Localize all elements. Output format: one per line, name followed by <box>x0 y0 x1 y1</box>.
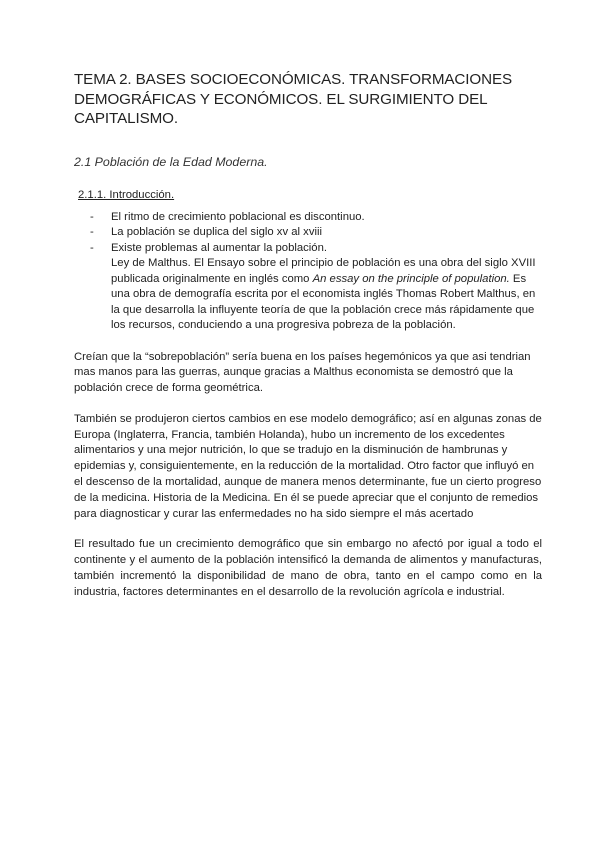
list-item <box>74 225 542 241</box>
subsection-heading: 2.1.1. Introducción. <box>78 188 175 201</box>
malthus-book-title: An essay on the principle of population. <box>312 272 510 285</box>
bullet-marker: - <box>90 241 94 254</box>
paragraph-overpopulation: Creían que la “sobrepoblación” sería buena en los países hegemónicos ya que asi tendrian mas manos para las guerras, aunque gracias a Malthus economista se demostró que la población crece de forma geométrica. <box>74 350 531 395</box>
list-item-text: El ritmo de crecimiento poblacional es discontinuo. <box>111 210 365 223</box>
malthus-text-end: Es una obra de demografía escrita por el economista inglés Thomas Robert Malthus, en la que desarrolla la influyente teoría de que la población crece más rápidamente que los recursos, conduciendo a una progresiva pobreza de la población. <box>111 272 536 331</box>
list-item <box>74 241 542 257</box>
list-item-text: La población se duplica del siglo xv al xviii <box>111 226 322 238</box>
paragraph-demographic-changes: También se produjeron ciertos cambios en ese modelo demográfico; así en algunas zonas de Europa (Inglaterra, Francia, también Holanda), hubo un incremento de los excedentes alimentarios y una mejor nutrición, lo que se tradujo en la disminución de hambrunas y epidemias y, consiguientemente, en la reducción de la mortalidad. Otro factor que influyó en el descenso de la mortalidad, aunque de manera menos determinante, fue un cierto progreso de la medicina. Historia de la Medicina. En él se puede apreciar que el conjunto de remedios para diagnosticar y curar las enfermedades no ha sido siempre el más acertado <box>74 412 542 520</box>
bullet-marker: - <box>90 226 94 238</box>
malthus-note <box>111 256 542 334</box>
section-subtitle: 2.1 Población de la Edad Moderna. <box>74 154 268 169</box>
list-item <box>74 210 542 226</box>
malthus-text-start: Ley de Malthus. El Ensayo sobre el principio de población es una obra del siglo XVIII publicada originalmente en inglés como <box>111 257 536 285</box>
paragraph-result: El resultado fue un crecimiento demográfico que sin embargo no afectó por igual a todo el continente y el aumento de la población intensificó la demanda de alimentos y manufacturas, también incrementó la disponibilidad de mano de obra, tanto en el campo como en la industria, factores determinantes en el desarrollo de la revolución agrícola e industrial. <box>74 538 542 598</box>
bullet-list <box>74 210 542 257</box>
document-title: TEMA 2. BASES SOCIOECONÓMICAS. TRANSFORMACIONES DEMOGRÁFICAS Y ECONÓMICOS. EL SURGIMIENTO DEL CAPITALISMO. <box>74 71 513 127</box>
list-item-text: Existe problemas al aumentar la población. <box>111 241 328 254</box>
bullet-marker: - <box>90 210 94 223</box>
